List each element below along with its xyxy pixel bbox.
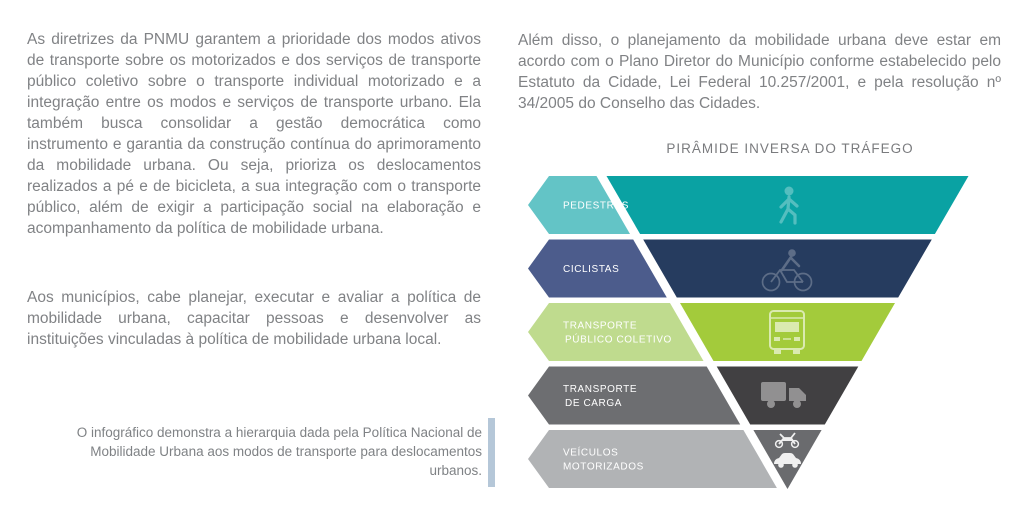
pyramid-band-ciclistas (643, 240, 932, 298)
pyramid-label-ciclistas: CICLISTAS (563, 264, 620, 275)
inverted-traffic-pyramid (504, 160, 1024, 505)
pyramid-tag-transporte-carga (528, 367, 740, 425)
pyramid-tag-transporte-publico (528, 303, 704, 361)
pyramid-band-transporte-carga (717, 367, 859, 425)
pyramid-label-veiculos-motorizados: VEÍCULOS MOTORIZADOS (563, 447, 644, 473)
caption-text: O infográfico demonstra a hierarquia dada pela Política Nacional de Mobilidade Urbana aos modos de transporte para deslocamentos urbanos. (76, 425, 482, 478)
pyramid-level-transporte-publico (528, 303, 895, 361)
pyramid-tag-veiculos-motorizados (528, 430, 777, 488)
paragraph-plano-diretor: Além disso, o planejamento da mobilidade urbana deve estar em acordo com o Plano Diretor do Município conforme estabelecido pelo Estatuto da Cidade, Lei Federal 10.257/2001, e pela resolução nº 34/2005 do Conselho das Cidades. (518, 32, 1001, 112)
pyramid-label-transporte-carga: TRANSPORTE DE CARGA (563, 384, 638, 409)
paragraph-pnmu-diretrizes: As diretrizes da PNMU garantem a prioridade dos modos ativos de transporte sobre os motorizados e dos serviços de transporte público coletivo sobre o transporte individual motorizado e a integração entre os modos e serviços de transporte urbano. Ela também busca consolidar a gestão democrática como instrumento e garantia da construção contínua do aprimoramento da mobilidade urbana. Ou seja, prioriza os deslocamentos realizados a pé e de bicicleta, a sua integração com o transporte público, além de exigir a participação social na elaboração e acompanhamento da política de mobilidade urbana. (27, 31, 481, 237)
caption-accent-bar (488, 418, 495, 487)
paragraph-municipios: Aos municípios, cabe planejar, executar e avaliar a política de mobilidade urbana, capacitar pessoas e desenvolver as instituições vinculadas à política de mobilidade urbana local. (27, 289, 481, 348)
pyramid-title: PIRÂMIDE INVERSA DO TRÁFEGO (666, 141, 914, 156)
infographic-caption (40, 418, 495, 488)
pyramid-label-transporte-publico: TRANSPORTE PÚBLICO COLETIVO (563, 320, 672, 346)
pyramid-label-pedestres: PEDESTRES (563, 200, 629, 212)
pyramid-level-transporte-carga (528, 367, 858, 425)
pyramid-level-ciclistas (528, 240, 932, 298)
pyramid-level-veiculos-motorizados (528, 430, 822, 489)
pyramid-level-pedestres (528, 176, 969, 234)
